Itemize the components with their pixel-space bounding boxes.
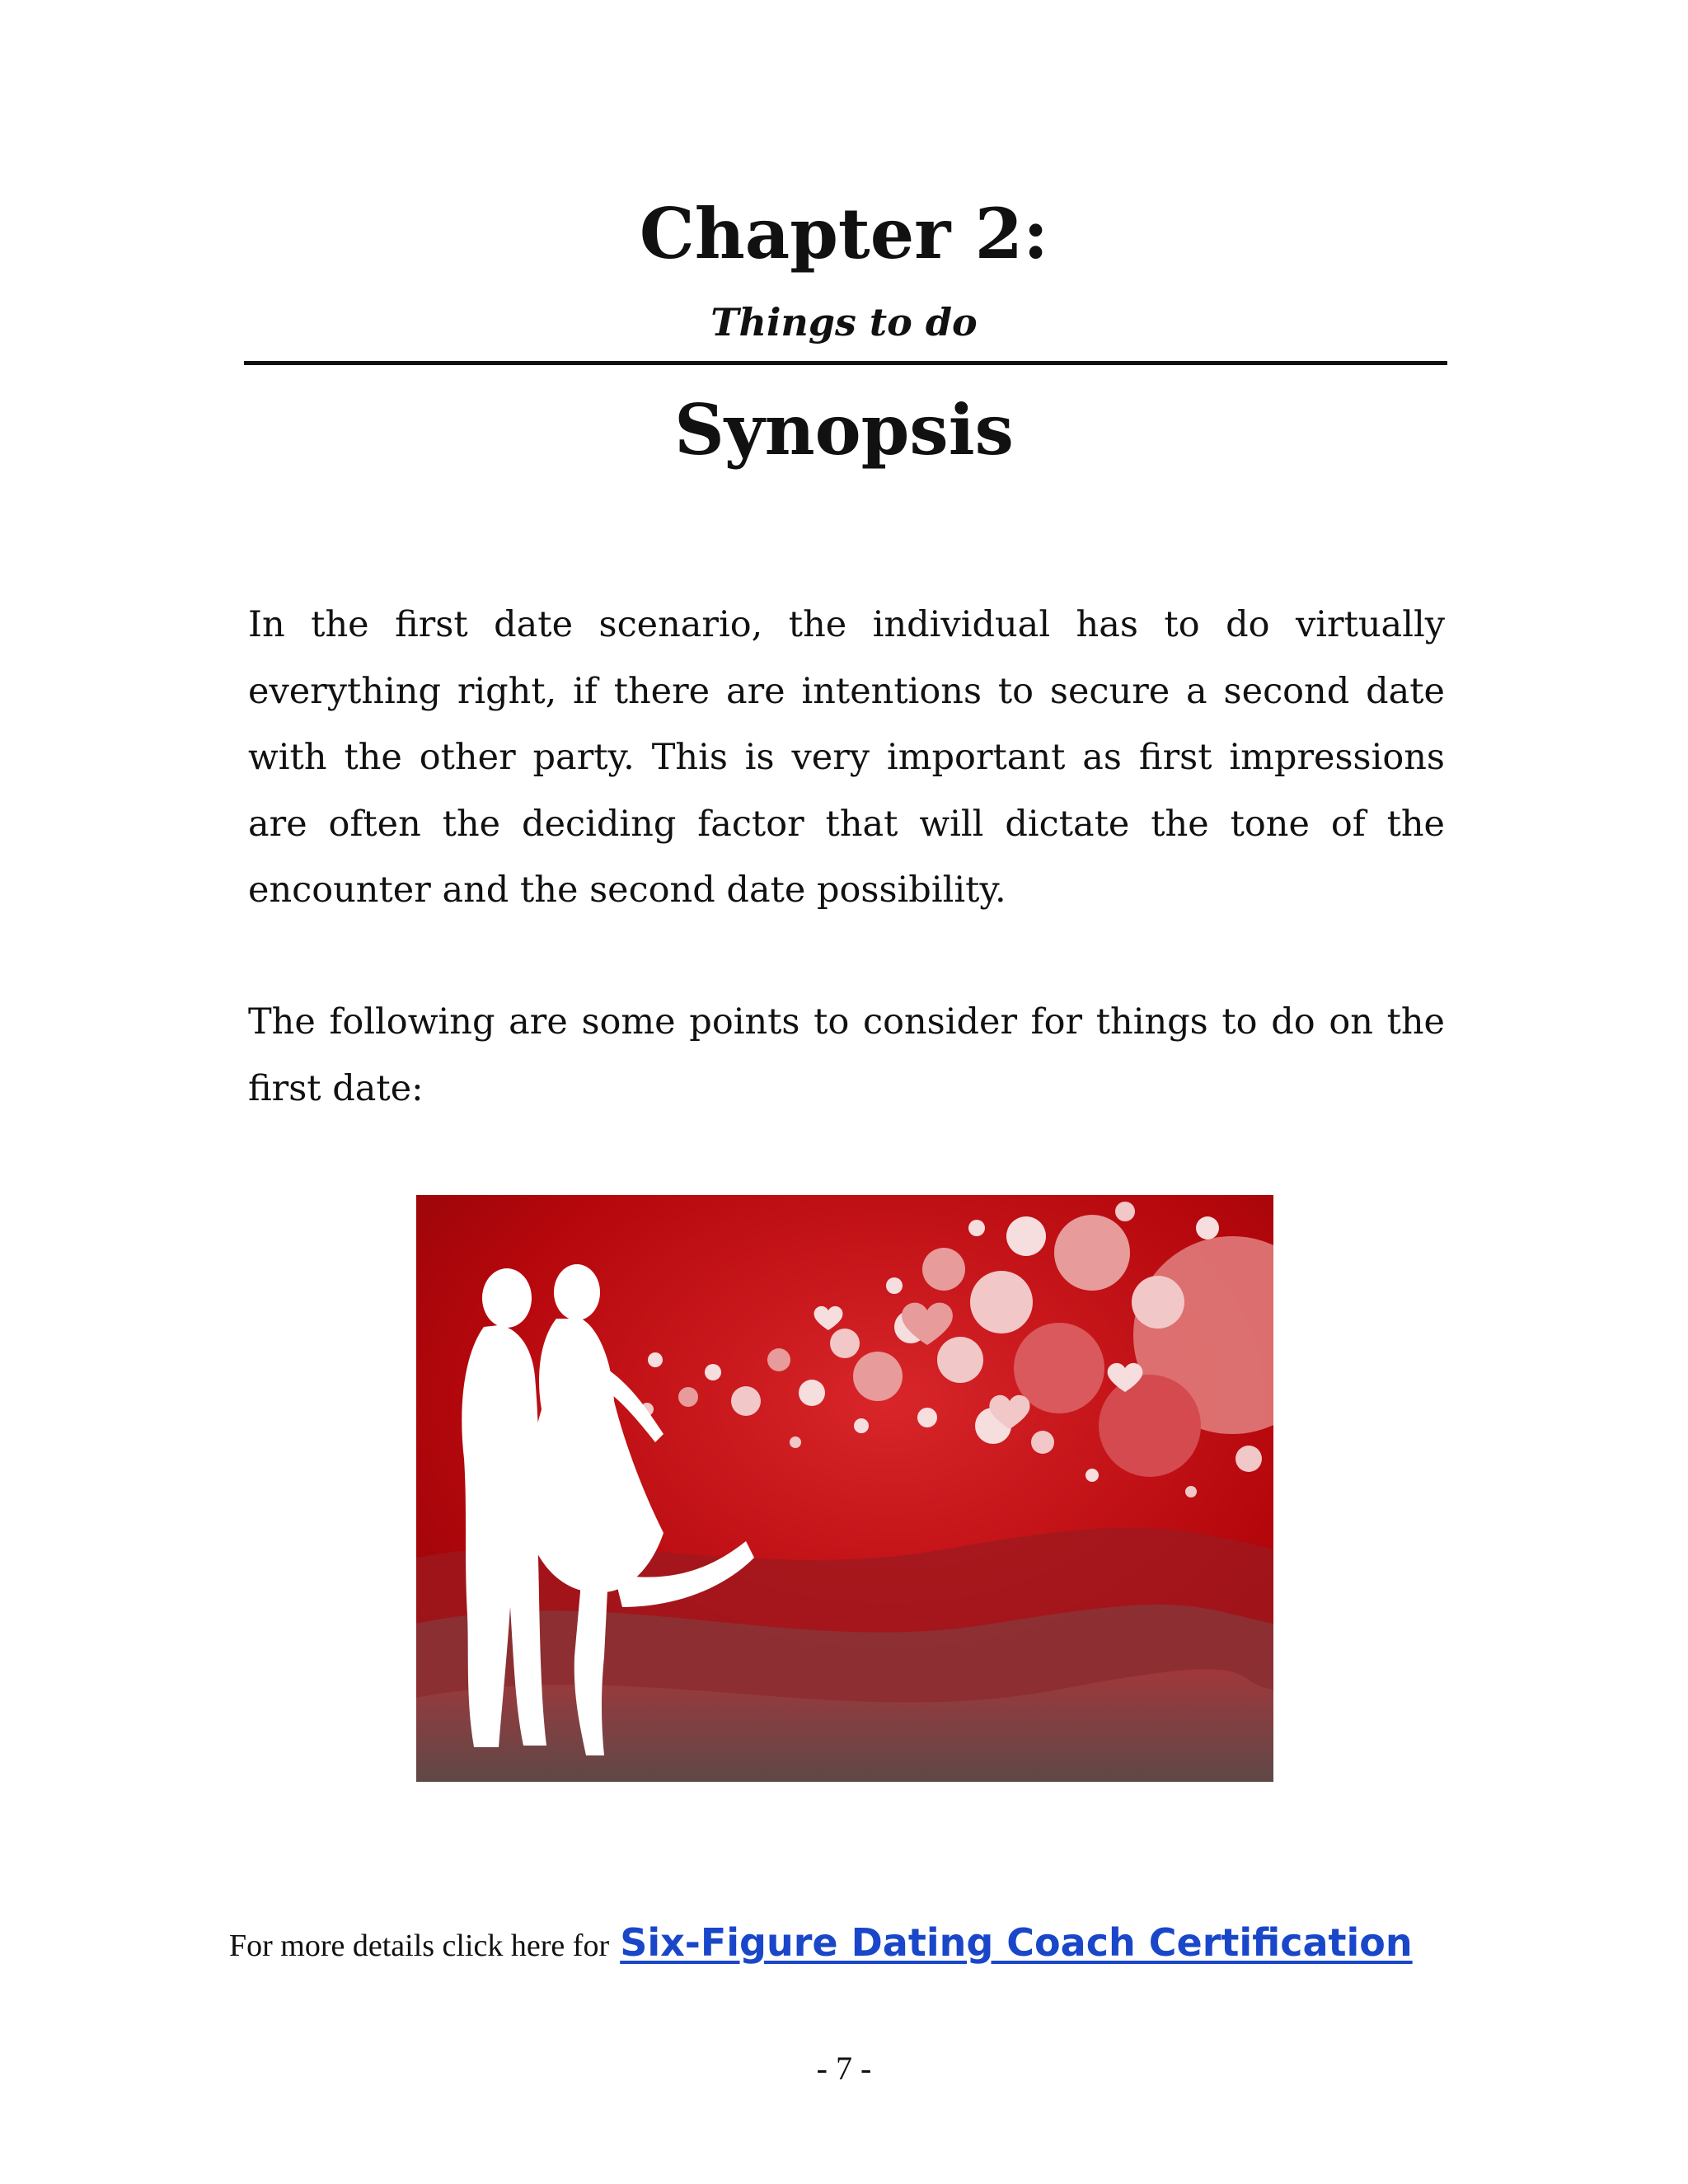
couple-hearts-svg [416, 1195, 1273, 1782]
body-paragraph-2: The following are some points to consider for things to do on the first date: [248, 1001, 1445, 1109]
chapter-subtitle: Things to do [710, 300, 978, 344]
body-paragraph-1: In the first date scenario, the individual has to do virtually everything right, if there are intentions to secure a second date with the other party. This is very important as first impressions are often the deciding factor that will dictate the tone of the encounter and the second date possibility. [248, 604, 1445, 911]
page-number: - 7 - [816, 2050, 872, 2087]
couple-hearts-illustration [416, 1195, 1273, 1782]
section-title: Synopsis [674, 389, 1014, 471]
title-divider [244, 361, 1447, 365]
footer-prefix-text: For more details click here for [229, 1929, 610, 1963]
certification-link[interactable]: Six-Figure Dating Coach Certification [620, 1920, 1413, 1965]
footer-call-to-action [229, 1920, 1413, 1965]
chapter-title: Chapter 2: [639, 193, 1049, 274]
